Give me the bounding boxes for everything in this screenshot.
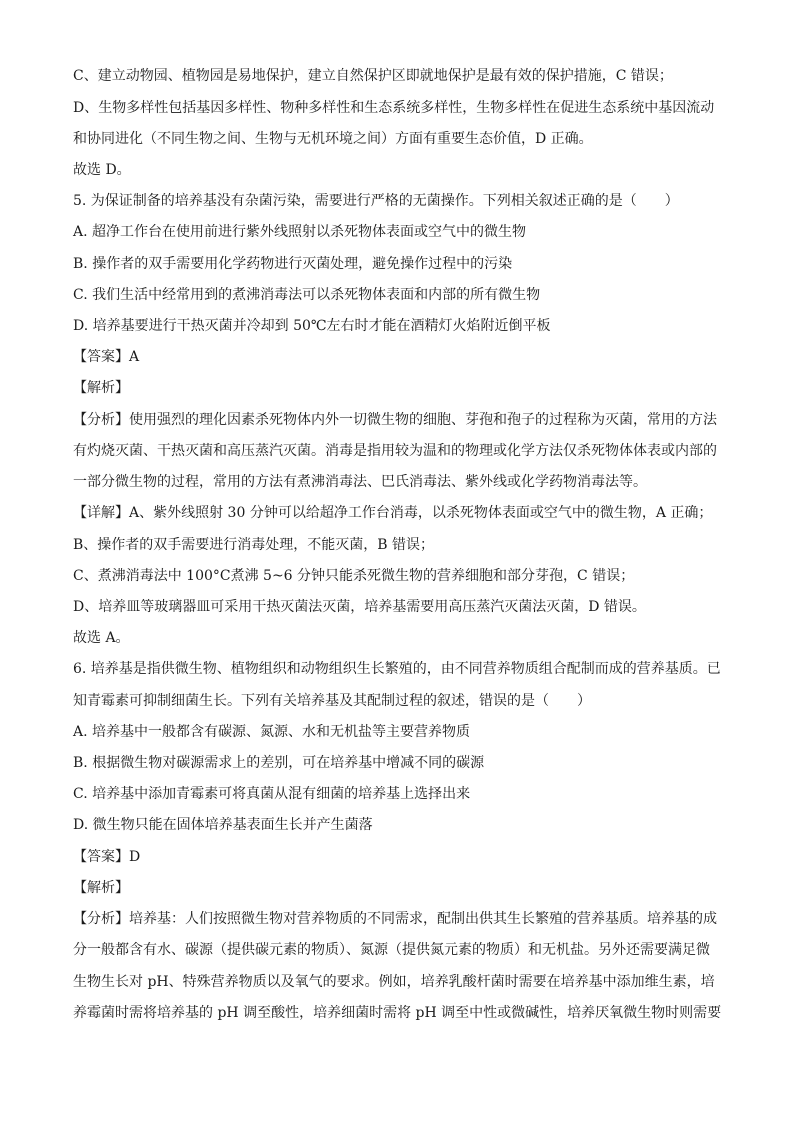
question-6-option-c: C. 培养基中添加青霉素可将真菌从混有细菌的培养基上选择出来 [73, 786, 471, 802]
question-5-analysis-heading: 【解析】 [73, 380, 129, 396]
question-5-choose: 故选 A。 [73, 630, 130, 646]
question-6-stem-line-1: 6. 培养基是指供微生物、植物组织和动物组织生长繁殖的，由不同营养物质组合配制而成的营养基质。已 [73, 661, 721, 677]
question-6-analysis-line-1: 【分析】培养基：人们按照微生物对营养物质的不同需求，配制出供其生长繁殖的营养基质。培养基的成 [73, 911, 717, 927]
question-6-stem-line-2: 知青霉素可抑制细菌生长。下列有关培养基及其配制过程的叙述，错误的是（ ） [73, 693, 591, 709]
question-6-analysis-heading: 【解析】 [73, 880, 129, 896]
question-5-option-b: B. 操作者的双手需要用化学药物进行灭菌处理，避免操作过程中的污染 [73, 256, 513, 272]
question-6-analysis-line-2: 分一般都含有水、碳源（提供碳元素的物质）、氮源（提供氮元素的物质）和无机盐。另外还需要满足微 [73, 942, 710, 958]
question-5-analysis-line-2: 有灼烧灭菌、干热灭菌和高压蒸汽灭菌。消毒是指用较为温和的物理或化学方法仅杀死物体体表或内部的 [73, 443, 717, 459]
question-5-option-d: D. 培养基要进行干热灭菌并冷却到 50℃左右时才能在酒精灯火焰附近倒平板 [73, 318, 551, 334]
question-5-detail-line-4: D、培养皿等玻璃器皿可采用干热灭菌法灭菌，培养基需要用高压蒸汽灭菌法灭菌，D 错误。 [73, 599, 646, 615]
question-5-analysis-line-3: 一部分微生物的过程，常用的方法有煮沸消毒法、巴氏消毒法、紫外线或化学药物消毒法等。 [73, 474, 647, 490]
question-5-answer: 【答案】A [73, 349, 140, 365]
question-6-analysis-line-4: 养霉菌时需将培养基的 pH 调至酸性，培养细菌时需将 pH 调至中性或微碱性，培养厌氧微生物时则需要 [73, 1005, 722, 1021]
question-5-analysis-line-1: 【分析】使用强烈的理化因素杀死物体内外一切微生物的细胞、芽孢和孢子的过程称为灭菌，常用的方法 [73, 412, 717, 428]
text-line-option-d-continued: 和协同进化（不同生物之间、生物与无机环境之间）方面有重要生态价值，D 正确。 [73, 131, 593, 147]
question-5-detail-line-2: B、操作者的双手需要进行消毒处理，不能灭菌，B 错误； [73, 537, 435, 553]
question-5-detail-line-1: 【详解】A、紫外线照射 30 分钟可以给超净工作台消毒，以杀死物体表面或空气中的微生物，A 正确； [73, 505, 713, 521]
question-6-option-b: B. 根据微生物对碳源需求上的差别，可在培养基中增减不同的碳源 [73, 755, 485, 771]
question-5-option-c: C. 我们生活中经常用到的煮沸消毒法可以杀死物体表面和内部的所有微生物 [73, 287, 541, 303]
text-line-option-d-explanation: D、生物多样性包括基因多样性、物种多样性和生态系统多样性，生物多样性在促进生态系统中基因流动 [73, 100, 715, 116]
question-5-option-a: A. 超净工作台在使用前进行紫外线照射以杀死物体表面或空气中的微生物 [73, 224, 527, 240]
question-5-detail-line-3: C、煮沸消毒法中 100°C煮沸 5~6 分钟只能杀死微生物的营养细胞和部分芽孢，C 错误； [73, 568, 635, 584]
question-6-option-a: A. 培养基中一般都含有碳源、氮源、水和无机盐等主要营养物质 [73, 724, 471, 740]
question-6-answer: 【答案】D [73, 849, 141, 865]
text-line-option-c-explanation: C、建立动物园、植物园是易地保护，建立自然保护区即就地保护是最有效的保护措施，C 错误； [73, 68, 673, 84]
question-6-option-d: D. 微生物只能在固体培养基表面生长并产生菌落 [73, 817, 373, 833]
text-line-choose-d: 故选 D。 [73, 162, 131, 178]
question-5-stem: 5. 为保证制备的培养基没有杂菌污染，需要进行严格的无菌操作。下列相关叙述正确的是（ ） [73, 193, 679, 209]
question-6-analysis-line-3: 生物生长对 pH、特殊营养物质以及氧气的要求。例如，培养乳酸杆菌时需要在培养基中添加维生素，培 [73, 974, 715, 990]
